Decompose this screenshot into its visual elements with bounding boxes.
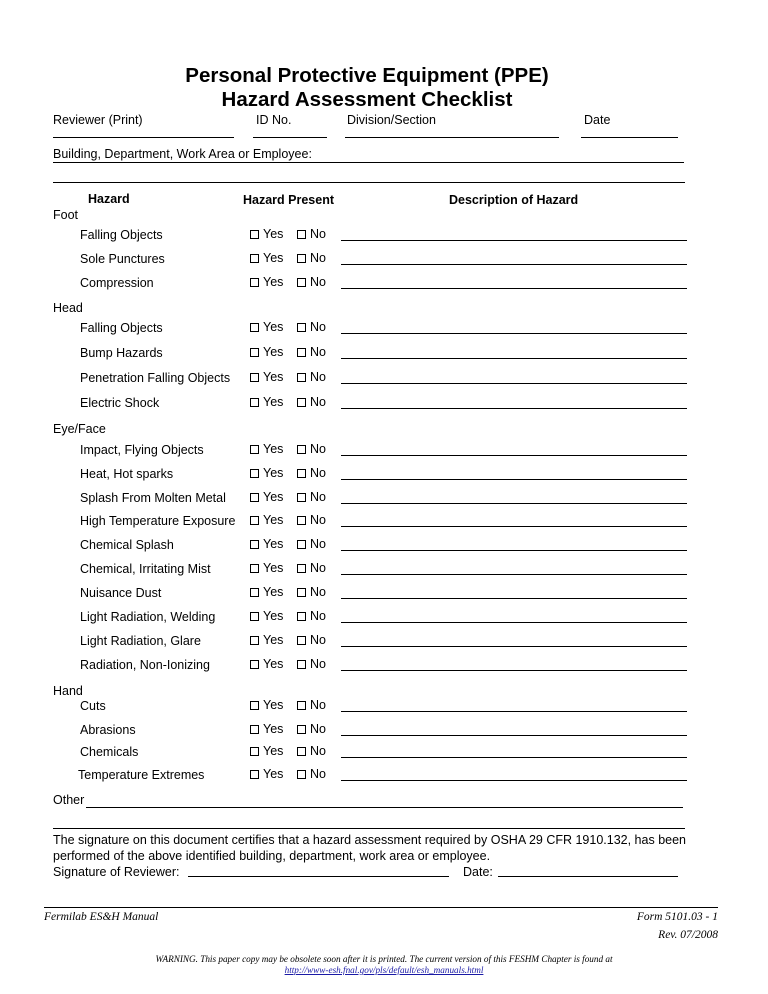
reviewer-label: Reviewer (Print) bbox=[53, 113, 143, 127]
yes-label: Yes bbox=[263, 633, 284, 647]
no-checkbox[interactable] bbox=[297, 540, 306, 549]
yes-checkbox[interactable] bbox=[250, 348, 259, 357]
yes-label: Yes bbox=[263, 395, 284, 409]
yes-checkbox[interactable] bbox=[250, 469, 259, 478]
no-label: No bbox=[310, 320, 326, 334]
no-checkbox[interactable] bbox=[297, 770, 306, 779]
description-input-line[interactable] bbox=[341, 711, 687, 712]
no-label: No bbox=[310, 633, 326, 647]
other-label: Other bbox=[53, 793, 85, 807]
certification-text-2: performed of the above identified building, department, work area or employee. bbox=[53, 849, 491, 863]
no-checkbox[interactable] bbox=[297, 469, 306, 478]
no-option[interactable] bbox=[297, 744, 326, 758]
yes-option[interactable] bbox=[250, 767, 283, 781]
hazard-item-label: Splash From Molten Metal bbox=[80, 491, 226, 505]
no-option[interactable] bbox=[297, 370, 326, 384]
title-line-1: Personal Protective Equipment (PPE) bbox=[185, 64, 549, 87]
signature-input-line[interactable] bbox=[188, 876, 449, 877]
category-label: Hand bbox=[53, 684, 83, 698]
hazard-item-label: Chemical, Irritating Mist bbox=[80, 562, 211, 576]
no-checkbox[interactable] bbox=[297, 373, 306, 382]
description-input-line[interactable] bbox=[341, 598, 687, 599]
yes-label: Yes bbox=[263, 490, 284, 504]
yes-checkbox[interactable] bbox=[250, 254, 259, 263]
yes-checkbox[interactable] bbox=[250, 230, 259, 239]
yes-label: Yes bbox=[263, 767, 284, 781]
hazard-item-label: Cuts bbox=[80, 699, 106, 713]
description-input-line[interactable] bbox=[341, 670, 687, 671]
yes-checkbox[interactable] bbox=[250, 725, 259, 734]
division-label: Division/Section bbox=[347, 113, 436, 127]
id-no-label: ID No. bbox=[256, 113, 292, 127]
no-label: No bbox=[310, 585, 326, 599]
other-input-line[interactable] bbox=[86, 807, 683, 808]
no-label: No bbox=[310, 227, 326, 241]
yes-checkbox[interactable] bbox=[250, 373, 259, 382]
hazard-item-label: Chemical Splash bbox=[80, 538, 174, 552]
yes-checkbox[interactable] bbox=[250, 660, 259, 669]
yes-label: Yes bbox=[263, 251, 284, 265]
description-input-line[interactable] bbox=[341, 479, 687, 480]
hazard-item-label: Sole Punctures bbox=[80, 252, 165, 266]
yes-label: Yes bbox=[263, 722, 284, 736]
no-option[interactable] bbox=[297, 490, 326, 504]
no-option[interactable] bbox=[297, 466, 326, 480]
yes-option[interactable] bbox=[250, 513, 283, 527]
no-checkbox[interactable] bbox=[297, 398, 306, 407]
yes-option[interactable] bbox=[250, 698, 283, 712]
reviewer-input-line[interactable] bbox=[53, 137, 234, 138]
yes-label: Yes bbox=[263, 609, 284, 623]
hazard-item-label: Temperature Extremes bbox=[78, 768, 205, 782]
manual-name: Fermilab ES&H Manual bbox=[44, 911, 159, 923]
no-checkbox[interactable] bbox=[297, 445, 306, 454]
description-input-line[interactable] bbox=[341, 757, 687, 758]
hazard-item-label: Nuisance Dust bbox=[80, 586, 162, 600]
yes-option[interactable] bbox=[250, 395, 283, 409]
description-input-line[interactable] bbox=[341, 550, 687, 551]
date-label: Date bbox=[584, 113, 611, 127]
yes-label: Yes bbox=[263, 585, 284, 599]
description-input-line[interactable] bbox=[341, 622, 687, 623]
yes-option[interactable] bbox=[250, 320, 283, 334]
no-option[interactable] bbox=[297, 320, 326, 334]
no-option[interactable] bbox=[297, 513, 326, 527]
no-option[interactable] bbox=[297, 633, 326, 647]
yes-checkbox[interactable] bbox=[250, 636, 259, 645]
no-checkbox[interactable] bbox=[297, 636, 306, 645]
description-column-header: Description of Hazard bbox=[449, 193, 579, 207]
yes-checkbox[interactable] bbox=[250, 516, 259, 525]
yes-option[interactable] bbox=[250, 744, 283, 758]
yes-checkbox[interactable] bbox=[250, 323, 259, 332]
no-label: No bbox=[310, 395, 326, 409]
no-option[interactable] bbox=[297, 227, 326, 241]
hazard-item-label: High Temperature Exposure bbox=[80, 514, 236, 528]
signature-label: Signature of Reviewer: bbox=[53, 865, 180, 879]
yes-checkbox[interactable] bbox=[250, 770, 259, 779]
category-label: Foot bbox=[53, 208, 79, 222]
yes-label: Yes bbox=[263, 698, 284, 712]
hazard-item-label: Falling Objects bbox=[80, 228, 163, 242]
yes-option[interactable] bbox=[250, 585, 283, 599]
description-input-line[interactable] bbox=[341, 503, 687, 504]
no-option[interactable] bbox=[297, 345, 326, 359]
no-label: No bbox=[310, 722, 326, 736]
category-label: Head bbox=[53, 301, 83, 315]
yes-option[interactable] bbox=[250, 370, 283, 384]
no-option[interactable] bbox=[297, 767, 326, 781]
no-label: No bbox=[310, 513, 326, 527]
no-option[interactable] bbox=[297, 585, 326, 599]
yes-option[interactable] bbox=[250, 657, 283, 671]
section-divider bbox=[53, 828, 685, 829]
yes-option[interactable] bbox=[250, 722, 283, 736]
hazard-item-label: Compression bbox=[80, 276, 154, 290]
description-input-line[interactable] bbox=[341, 735, 687, 736]
no-option[interactable] bbox=[297, 609, 326, 623]
yes-option[interactable] bbox=[250, 633, 283, 647]
no-label: No bbox=[310, 698, 326, 712]
description-input-line[interactable] bbox=[341, 333, 687, 334]
no-label: No bbox=[310, 275, 326, 289]
no-label: No bbox=[310, 370, 326, 384]
description-input-line[interactable] bbox=[341, 780, 687, 781]
category-label: Eye/Face bbox=[53, 422, 106, 436]
no-label: No bbox=[310, 442, 326, 456]
no-option[interactable] bbox=[297, 698, 326, 712]
yes-checkbox[interactable] bbox=[250, 701, 259, 710]
yes-option[interactable] bbox=[250, 345, 283, 359]
hazard-item-label: Electric Shock bbox=[80, 396, 160, 410]
no-label: No bbox=[310, 466, 326, 480]
yes-checkbox[interactable] bbox=[250, 445, 259, 454]
yes-checkbox[interactable] bbox=[250, 493, 259, 502]
no-checkbox[interactable] bbox=[297, 725, 306, 734]
description-input-line[interactable] bbox=[341, 408, 687, 409]
no-option[interactable] bbox=[297, 251, 326, 265]
yes-checkbox[interactable] bbox=[250, 398, 259, 407]
no-checkbox[interactable] bbox=[297, 747, 306, 756]
certification-text-1: The signature on this document certifies that a hazard assessment required by OSHA 29 CFR 1910.132, has been bbox=[53, 833, 686, 847]
description-input-line[interactable] bbox=[341, 358, 687, 359]
hazard-item-label: Falling Objects bbox=[80, 321, 163, 335]
no-option[interactable] bbox=[297, 722, 326, 736]
yes-label: Yes bbox=[263, 370, 284, 384]
description-input-line[interactable] bbox=[341, 264, 687, 265]
yes-option[interactable] bbox=[250, 442, 283, 456]
yes-label: Yes bbox=[263, 561, 284, 575]
no-checkbox[interactable] bbox=[297, 564, 306, 573]
no-checkbox[interactable] bbox=[297, 323, 306, 332]
warning-text: WARNING. This paper copy may be obsolete soon after it is printed. The current version of this FESHM Chapter is found at bbox=[155, 954, 613, 964]
yes-checkbox[interactable] bbox=[250, 540, 259, 549]
title-line-2: Hazard Assessment Checklist bbox=[221, 88, 513, 111]
yes-option[interactable] bbox=[250, 490, 283, 504]
date-input-line[interactable] bbox=[581, 137, 678, 138]
no-checkbox[interactable] bbox=[297, 278, 306, 287]
no-checkbox[interactable] bbox=[297, 493, 306, 502]
yes-checkbox[interactable] bbox=[250, 564, 259, 573]
hazard-item-label: Penetration Falling Objects bbox=[80, 371, 231, 385]
no-checkbox[interactable] bbox=[297, 660, 306, 669]
revision: Rev. 07/2008 bbox=[658, 929, 718, 941]
division-input-line[interactable] bbox=[345, 137, 559, 138]
yes-label: Yes bbox=[263, 744, 284, 758]
cert-date-label: Date: bbox=[463, 865, 493, 879]
yes-option[interactable] bbox=[250, 227, 283, 241]
building-input-line-2[interactable] bbox=[53, 182, 685, 183]
id-no-input-line[interactable] bbox=[253, 137, 327, 138]
no-option[interactable] bbox=[297, 442, 326, 456]
no-checkbox[interactable] bbox=[297, 701, 306, 710]
yes-checkbox[interactable] bbox=[250, 588, 259, 597]
yes-checkbox[interactable] bbox=[250, 747, 259, 756]
hazard-item-label: Chemicals bbox=[80, 745, 139, 759]
description-input-line[interactable] bbox=[341, 240, 687, 241]
no-label: No bbox=[310, 609, 326, 623]
no-label: No bbox=[310, 251, 326, 265]
no-label: No bbox=[310, 744, 326, 758]
hazard-column-header: Hazard bbox=[88, 192, 130, 206]
no-label: No bbox=[310, 561, 326, 575]
hazard-item-label: Heat, Hot sparks bbox=[80, 467, 174, 481]
no-option[interactable] bbox=[297, 657, 326, 671]
yes-option[interactable] bbox=[250, 537, 283, 551]
yes-label: Yes bbox=[263, 537, 284, 551]
yes-label: Yes bbox=[263, 442, 284, 456]
cert-date-input-line[interactable] bbox=[498, 876, 678, 877]
yes-label: Yes bbox=[263, 513, 284, 527]
no-checkbox[interactable] bbox=[297, 588, 306, 597]
hazard-item-label: Radiation, Non-Ionizing bbox=[80, 658, 210, 672]
no-label: No bbox=[310, 490, 326, 504]
description-input-line[interactable] bbox=[341, 288, 687, 289]
yes-option[interactable] bbox=[250, 466, 283, 480]
yes-option[interactable] bbox=[250, 275, 283, 289]
hazard-item-label: Light Radiation, Glare bbox=[80, 634, 201, 648]
no-option[interactable] bbox=[297, 537, 326, 551]
no-label: No bbox=[310, 537, 326, 551]
no-checkbox[interactable] bbox=[297, 348, 306, 357]
esh-manual-link[interactable]: http://www-esh.fnal.gov/pls/default/esh_manuals.html bbox=[284, 965, 484, 975]
footer-rule bbox=[44, 907, 718, 908]
yes-label: Yes bbox=[263, 275, 284, 289]
hazard-item-label: Impact, Flying Objects bbox=[80, 443, 204, 457]
no-label: No bbox=[310, 767, 326, 781]
yes-label: Yes bbox=[263, 227, 284, 241]
no-option[interactable] bbox=[297, 561, 326, 575]
description-input-line[interactable] bbox=[341, 455, 687, 456]
no-label: No bbox=[310, 657, 326, 671]
yes-option[interactable] bbox=[250, 251, 283, 265]
building-input-line[interactable] bbox=[53, 162, 684, 163]
description-input-line[interactable] bbox=[341, 646, 687, 647]
yes-label: Yes bbox=[263, 320, 284, 334]
yes-option[interactable] bbox=[250, 561, 283, 575]
no-option[interactable] bbox=[297, 275, 326, 289]
yes-label: Yes bbox=[263, 466, 284, 480]
yes-checkbox[interactable] bbox=[250, 278, 259, 287]
hazard-item-label: Abrasions bbox=[80, 723, 136, 737]
no-checkbox[interactable] bbox=[297, 516, 306, 525]
hazard-present-column-header: Hazard Present bbox=[243, 193, 335, 207]
no-checkbox[interactable] bbox=[297, 230, 306, 239]
hazard-item-label: Bump Hazards bbox=[80, 346, 163, 360]
hazard-item-label: Light Radiation, Welding bbox=[80, 610, 216, 624]
form-number: Form 5101.03 - 1 bbox=[636, 911, 718, 923]
yes-label: Yes bbox=[263, 657, 284, 671]
no-checkbox[interactable] bbox=[297, 254, 306, 263]
description-input-line[interactable] bbox=[341, 383, 687, 384]
no-checkbox[interactable] bbox=[297, 612, 306, 621]
description-input-line[interactable] bbox=[341, 526, 687, 527]
building-label: Building, Department, Work Area or Employee: bbox=[53, 147, 312, 161]
yes-option[interactable] bbox=[250, 609, 283, 623]
yes-checkbox[interactable] bbox=[250, 612, 259, 621]
yes-label: Yes bbox=[263, 345, 284, 359]
no-option[interactable] bbox=[297, 395, 326, 409]
no-label: No bbox=[310, 345, 326, 359]
description-input-line[interactable] bbox=[341, 574, 687, 575]
